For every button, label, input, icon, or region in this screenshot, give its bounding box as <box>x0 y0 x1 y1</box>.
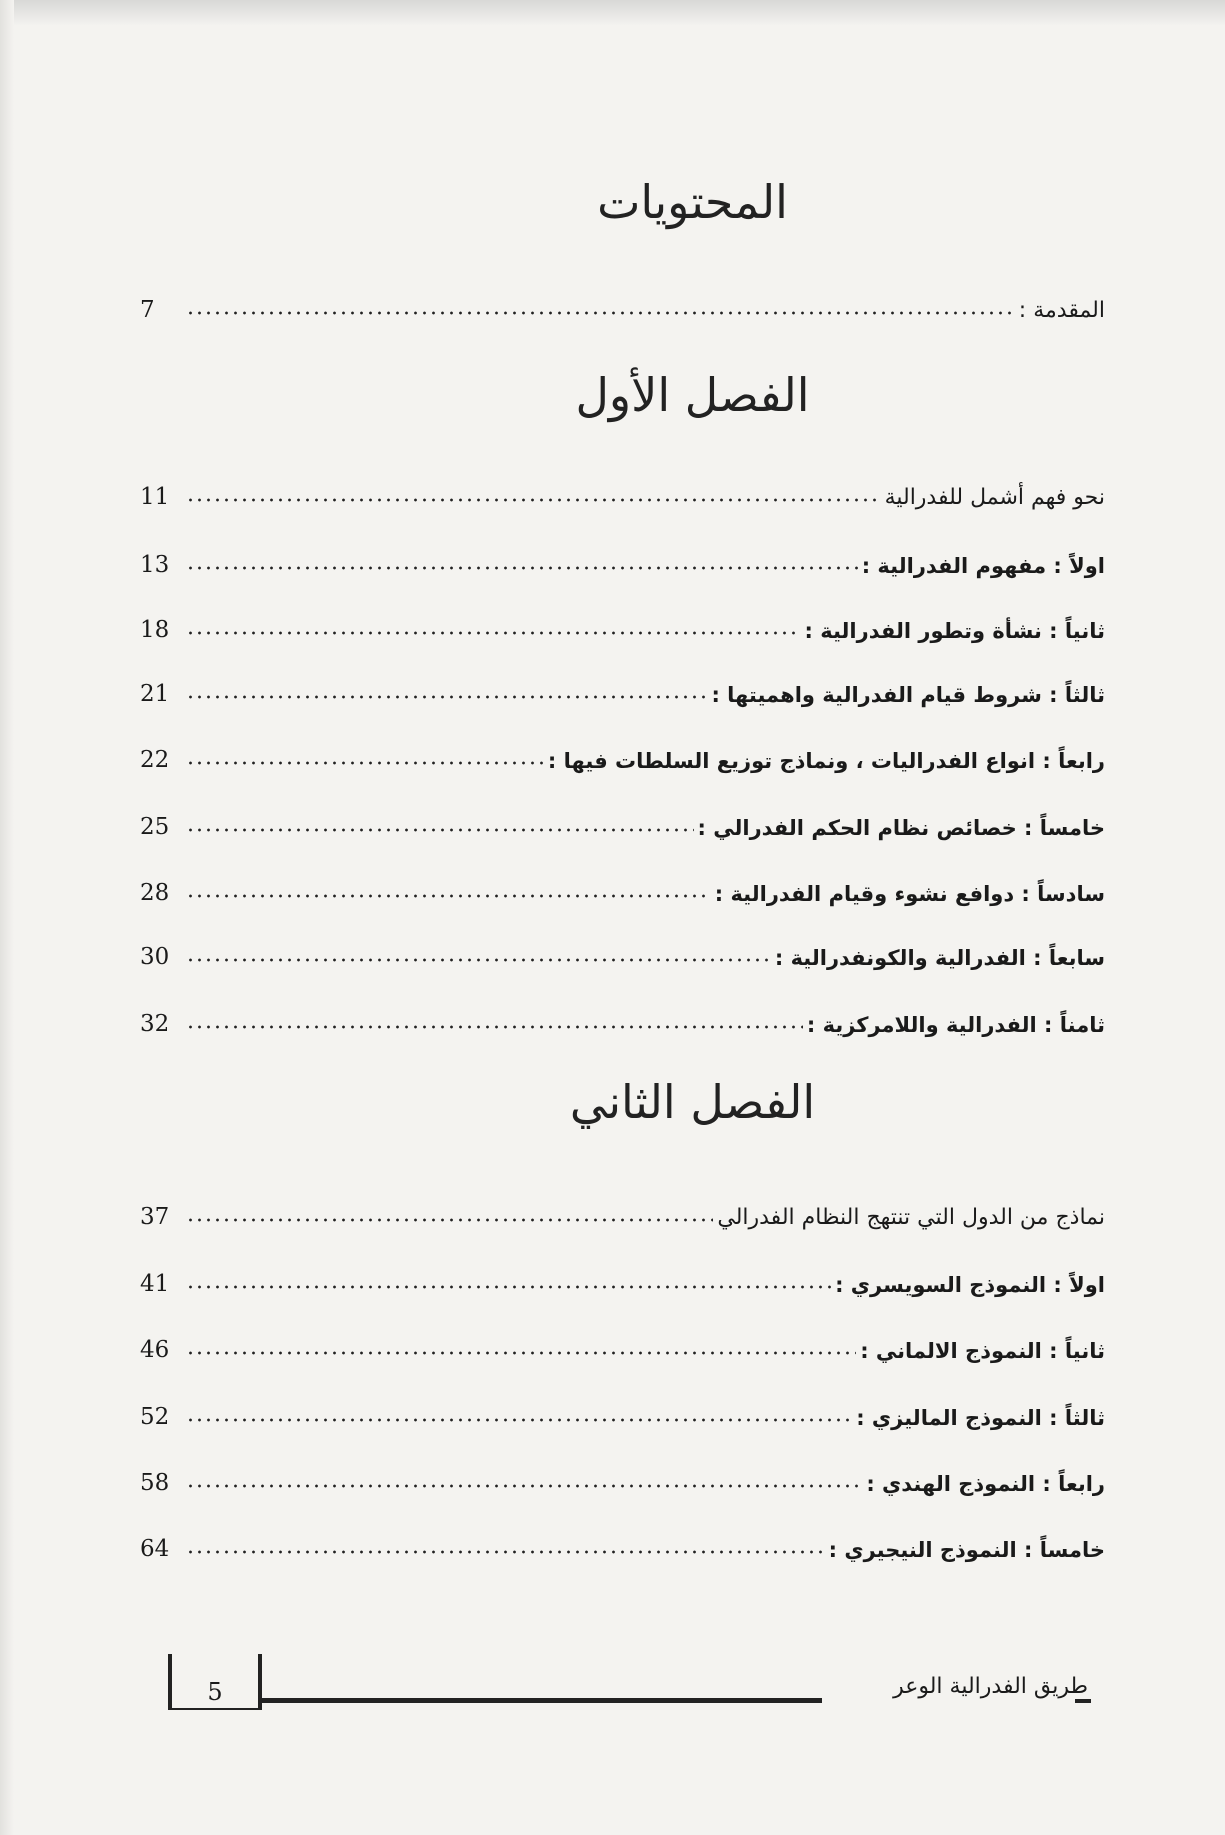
toc-entry-label: خامساً : خصائص نظام الحكم الفدرالي : <box>697 816 1105 840</box>
toc-entry-page: 37 <box>140 1204 170 1230</box>
toc-entry-page: 64 <box>140 1536 170 1562</box>
dot-leader <box>186 1416 852 1424</box>
scan-left-edge <box>0 0 14 1835</box>
toc-entry-label: رابعاً : النموذج الهندي : <box>866 1472 1105 1496</box>
toc-entry[interactable] <box>140 667 1105 707</box>
scan-top-shadow <box>0 0 1225 26</box>
dot-leader <box>186 759 544 767</box>
page-number: 5 <box>207 1678 223 1706</box>
toc-entry-page: 52 <box>140 1404 170 1430</box>
dot-leader <box>186 826 694 834</box>
toc-entry[interactable] <box>140 733 1105 773</box>
toc-entry-label: ثالثاً : النموذج الماليزي : <box>856 1406 1105 1430</box>
toc-entry-label: اولاً : مفهوم الفدرالية : <box>861 554 1105 578</box>
toc-entry-label: سادساً : دوافع نشوء وقيام الفدرالية : <box>714 882 1105 906</box>
dot-leader <box>186 1349 856 1357</box>
dot-leader <box>186 892 711 900</box>
dot-leader <box>186 1482 862 1490</box>
toc-entry[interactable] <box>140 800 1105 840</box>
toc-entry-label: رابعاً : انواع الفدراليات ، ونماذج توزيع السلطات فيها : <box>547 749 1105 773</box>
footer-dash <box>1075 1699 1091 1703</box>
toc-entry[interactable] <box>140 1257 1105 1297</box>
toc-entry[interactable] <box>140 603 1105 643</box>
toc-entry-label: نحو فهم أشمل للفدرالية <box>884 485 1105 510</box>
toc-entry-label: اولاً : النموذج السويسري : <box>835 1273 1105 1297</box>
toc-entry-page: 30 <box>140 944 170 970</box>
dot-leader <box>186 496 881 504</box>
toc-entry-intro[interactable] <box>140 283 1105 323</box>
dot-leader <box>186 956 771 964</box>
dot-leader <box>186 629 801 637</box>
toc-entry[interactable] <box>140 1390 1105 1430</box>
dot-leader <box>186 1216 713 1224</box>
toc-entry[interactable] <box>140 1522 1105 1562</box>
toc-entry-page: 58 <box>140 1470 170 1496</box>
dot-leader <box>186 693 707 701</box>
toc-entry[interactable] <box>140 930 1105 970</box>
toc-entry-label: المقدمة : <box>1018 298 1105 323</box>
running-footer-title: طريق الفدرالية الوعر <box>893 1674 1088 1699</box>
toc-entry[interactable] <box>140 997 1105 1037</box>
toc-entry[interactable] <box>140 1323 1105 1363</box>
toc-entry-page: 41 <box>140 1271 170 1297</box>
dot-leader <box>186 564 858 572</box>
toc-entry-page: 25 <box>140 814 170 840</box>
toc-entry-page: 7 <box>140 297 155 323</box>
dot-leader <box>186 1283 831 1291</box>
toc-entry-page: 13 <box>140 552 170 578</box>
toc-entry-label: خامساً : النموذج النيجيري : <box>828 1538 1105 1562</box>
toc-entry[interactable] <box>140 470 1105 510</box>
toc-entry-page: 11 <box>140 484 170 510</box>
toc-entry-page: 18 <box>140 617 170 643</box>
dot-leader <box>186 1023 803 1031</box>
dot-leader <box>186 309 1015 317</box>
toc-entry-label: ثانياً : النموذج الالماني : <box>860 1339 1105 1363</box>
toc-entry-label: سابعاً : الفدرالية والكونفدرالية : <box>774 946 1105 970</box>
dot-leader <box>186 1548 825 1556</box>
toc-entry-page: 21 <box>140 681 170 707</box>
toc-entry-page: 22 <box>140 747 170 773</box>
chapter-heading-2: الفصل الثاني <box>569 1075 816 1129</box>
toc-entry[interactable] <box>140 866 1105 906</box>
toc-entry[interactable] <box>140 538 1105 578</box>
page-title: المحتويات <box>597 175 788 229</box>
toc-entry-label: نماذج من الدول التي تنتهج النظام الفدرالي <box>717 1205 1105 1230</box>
toc-entry[interactable] <box>140 1456 1105 1496</box>
toc-entry-label: ثامناً : الفدرالية واللامركزية : <box>806 1013 1105 1037</box>
toc-entry-label: ثانياً : نشأة وتطور الفدرالية : <box>804 619 1105 643</box>
footer-rule <box>262 1698 822 1703</box>
toc-entry-page: 32 <box>140 1011 170 1037</box>
toc-entry[interactable] <box>140 1190 1105 1230</box>
toc-entry-label: ثالثاً : شروط قيام الفدرالية واهميتها : <box>711 683 1105 707</box>
chapter-heading-1: الفصل الأول <box>575 368 810 422</box>
toc-entry-page: 28 <box>140 880 170 906</box>
toc-entry-page: 46 <box>140 1337 170 1363</box>
